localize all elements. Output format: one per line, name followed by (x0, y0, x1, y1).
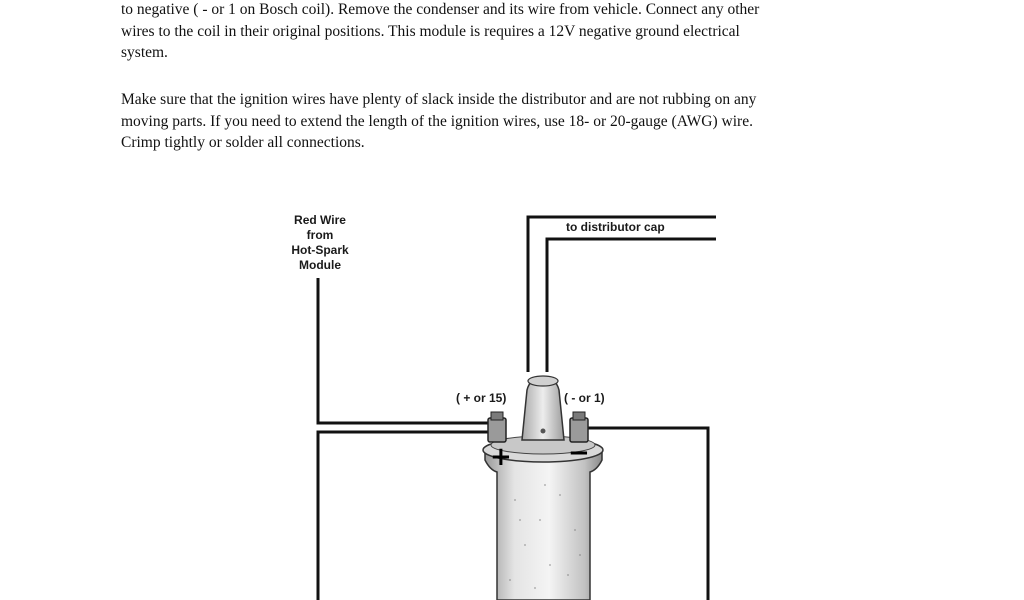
distributor-cap-wire (528, 217, 716, 372)
paragraph-line: system. (121, 44, 168, 61)
positive-symbol: + (490, 442, 512, 472)
red-wire-label-line: Hot-Spark (291, 243, 349, 257)
paragraph-line: Crimp tightly or solder all connections. (121, 134, 365, 151)
negative-symbol: − (568, 438, 590, 468)
red-wire-label (268, 213, 372, 273)
red-wire-label-line: Red Wire (294, 213, 346, 227)
paragraph-line: wires to the coil in their original positions. This module is requires a 12V negative ground electrical (121, 22, 740, 40)
left-lower-wire (318, 432, 490, 600)
positive-terminal-label: ( + or 15) (456, 391, 507, 405)
paragraph-line: Make sure that the ignition wires have plenty of slack inside the distributor and are not rubbing on any (121, 91, 757, 108)
paragraph-line: to negative ( - or 1 on Bosch coil). Remove the condenser and its wire from vehicle. Connect any other (121, 1, 760, 18)
distributor-cap-label: to distributor cap (566, 220, 665, 234)
negative-terminal-label: ( - or 1) (564, 391, 605, 405)
red-wire-label-line: from (306, 228, 334, 242)
red-wire-label-line: Module (299, 258, 341, 272)
negative-terminal-wire (588, 428, 708, 600)
ignition-coil (483, 376, 603, 600)
paragraph-line: moving parts. If you need to extend the length of the ignition wires, use 18- or 20-gauge (AWG) wire. (121, 112, 753, 130)
positive-terminal (488, 412, 506, 442)
